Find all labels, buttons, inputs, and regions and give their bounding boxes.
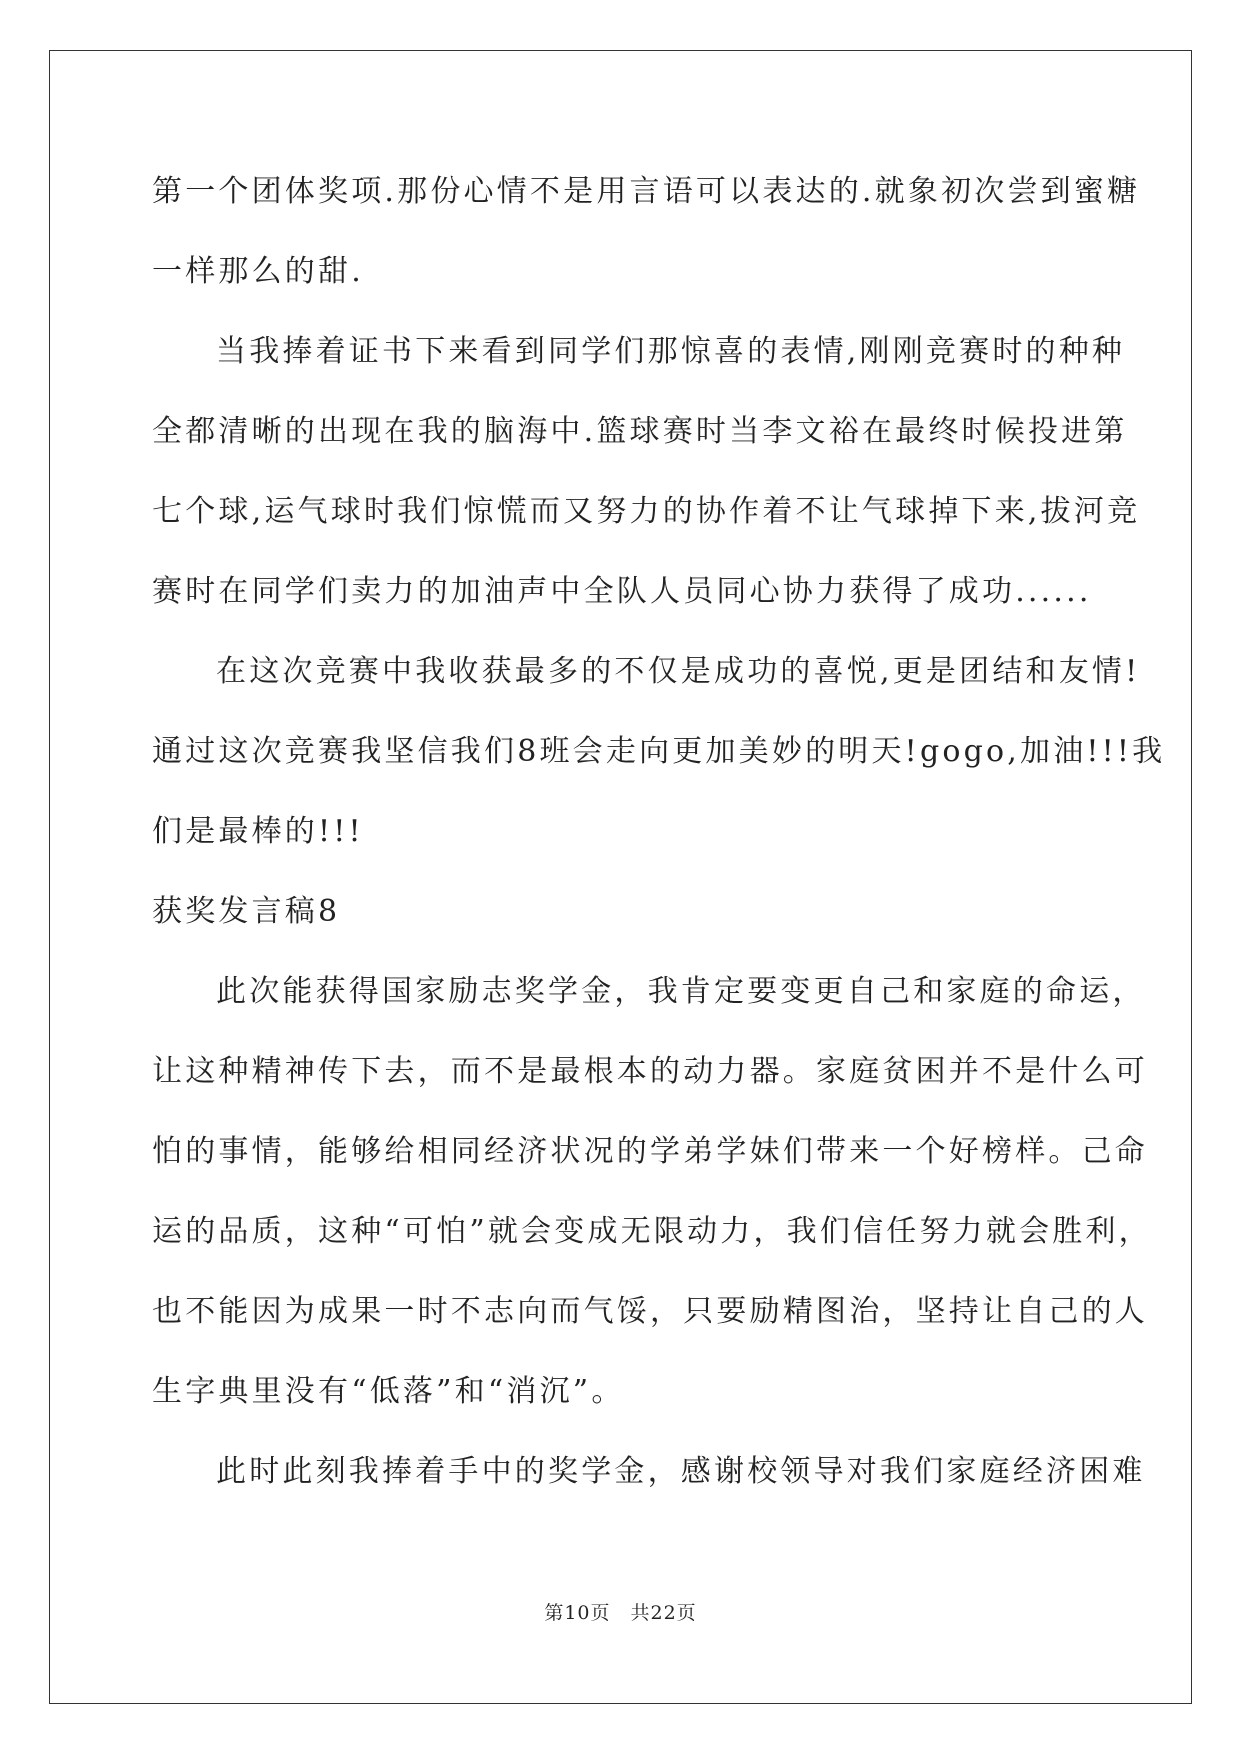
section-heading: 获奖发言稿8 [152, 894, 341, 929]
page-total: 共22页 [630, 1602, 697, 1624]
text-line: 生字典里没有“低落”和“消沉”。 [152, 1374, 625, 1409]
text-line: 全都清晰的出现在我的脑海中.篮球赛时当李文裕在最终时候投进第 [152, 414, 1128, 449]
text-line: 一样那么的甜. [152, 254, 364, 289]
text-line: 第一个团体奖项.那份心情不是用言语可以表达的.就象初次尝到蜜糖 [152, 174, 1141, 209]
text-line: 让这种精神传下去，而不是最根本的动力器。家庭贫困并不是什么可 [152, 1054, 1148, 1089]
text-line: 在这次竞赛中我收获最多的不仅是成功的喜悦,更是团结和友情! [216, 654, 1141, 689]
page-number: 第10页 [544, 1602, 611, 1624]
text-line: 七个球,运气球时我们惊慌而又努力的协作着不让气球掉下来,拔河竞 [152, 494, 1141, 529]
text-line: 此次能获得国家励志奖学金，我肯定要变更自己和家庭的命运， [216, 974, 1146, 1009]
document-body [152, 162, 1166, 1522]
text-line: 当我捧着证书下来看到同学们那惊喜的表情,刚刚竞赛时的种种 [216, 334, 1126, 369]
text-line: 们是最棒的!!! [152, 814, 364, 849]
text-line: 赛时在同学们卖力的加油声中全队人员同心协力获得了成功...... [152, 574, 1092, 609]
text-line: 此时此刻我捧着手中的奖学金，感谢校领导对我们家庭经济困难 [216, 1454, 1146, 1489]
page-footer [0, 1598, 1241, 1625]
text-line: 也不能因为成果一时不志向而气馁，只要励精图治，坚持让自己的人 [152, 1294, 1148, 1329]
text-line: 运的品质，这种“可怕”就会变成无限动力，我们信任努力就会胜利， [152, 1214, 1152, 1249]
text-line: 怕的事情，能够给相同经济状况的学弟学妹们带来一个好榜样。己命 [152, 1134, 1148, 1169]
text-line: 通过这次竞赛我坚信我们8班会走向更加美妙的明天!gogo,加油!!!我 [152, 734, 1166, 769]
